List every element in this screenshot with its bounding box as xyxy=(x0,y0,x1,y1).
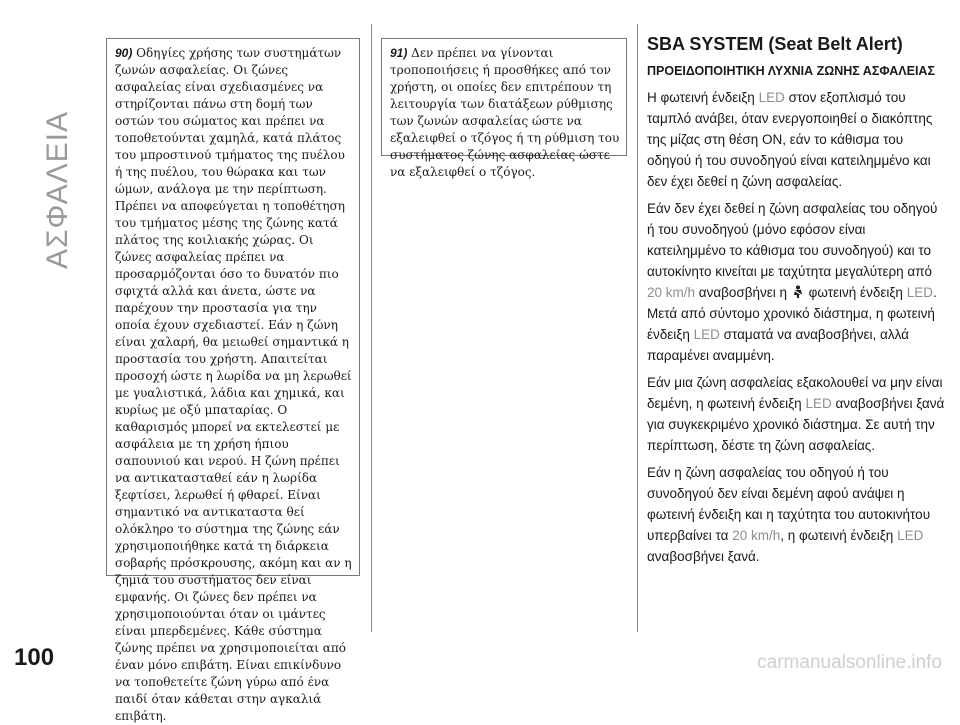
note-90-text: Οδηγίες χρήσης των συστημάτων ζωνών ασφαλείας. Οι ζώνες ασφαλείας είναι σχεδιασμένες να στηρίζονται πάνω στη δομή των οστών του σώματος και πρέπει να τοποθετούνται χαμηλά, κατά πλάτος του μπροστινού τμήματος της πυέλου ή της πυέλου, του θώρακα και των ώμων, ανάλογα με την περίπτωση. Πρέπει να αποφεύγεται η τοποθέτηση του τμήματος μέσης της ζώνης κατά πλάτος της κοιλιακής χώρας. Οι ζώνες ασφαλείας πρέπει να προσαρμόζονται όσο το δυνατόν πιο σφιχτά αλλά και άνετα, ώστε να παρέχουν την προστασία για την οποία έχουν σχεδιαστεί. Εάν η ζώνη είναι χαλαρή, θα μειωθεί σημαντικά η προστασία του χρήστη. Απαιτείται προσοχή ώστε η λωρίδα να μη λερωθεί με γυαλιστικά, λάδια και χημικά, και κυρίως με οξύ μπαταρίας. Ο καθαρισμός μπορεί να εκτελεστεί με ασφάλεια με τη χρήση ήπιου σαπουνιού και νερού. Η ζώνη πρέπει να αντικατασταθεί εάν η λωρίδα ξεφτίσει, λερωθεί ή φθαρεί. Είναι σημαντικό να αντικαταστα θεί ολόκληρο το σύστημα της ζώνης εάν χρησιμοποιήθηκε κατά τη διάρκεια σοβαρής πρόσκρουσης, ακόμη και αν η ζημιά του συστήματος δεν είναι εμφανής. Οι ζώνες δεν πρέπει να χρησιμοποιούνται όταν οι ιμάντες είναι μπερδεμένες. Κάθε σύστημα ζώνης πρέπει να χρησιμοποιείται από έναν μόνο επιβάτη. Είναι επικίνδυνο να τοποθετείτε ζώνη γύρω από ένα παιδί όταν κάθεται στην αγκαλιά επιβάτη. xyxy=(115,46,352,723)
paragraph-3 xyxy=(647,372,947,456)
watermark: carmanualsonline.info xyxy=(757,652,942,673)
p2-blinks: αναβοσβήνει η xyxy=(698,285,788,300)
led-label: LED xyxy=(906,285,933,300)
note-90-box xyxy=(106,38,360,723)
p4-middle: , η φωτεινή ένδειξη xyxy=(780,528,894,543)
note-91-box xyxy=(381,38,627,179)
p4-end: αναβοσβήνει ξανά. xyxy=(647,549,760,564)
p3-start: Εάν μια ζώνη ασφαλείας εξακολουθεί να μην είναι δεμένη, η φωτεινή ένδειξη xyxy=(647,375,943,411)
p1-start: Η φωτεινή ένδειξη xyxy=(647,90,755,105)
note-90 xyxy=(115,45,353,725)
speed-value: 20 km/h xyxy=(732,528,781,543)
led-label: LED xyxy=(897,528,924,543)
subsection-title: ΠΡΟΕΙΔΟΠΟΙΗΤΙΚΗ ΛΥΧΝΙΑ ΖΩΝΗΣ ΑΣΦΑΛΕΙΑΣ xyxy=(647,64,935,78)
led-label: LED xyxy=(805,396,832,411)
page-number: 100 xyxy=(14,644,55,671)
p1-end: στον εξοπλισμό του ταμπλό ανάβει, όταν ενεργοποιηθεί ο διακόπτης της μίζας στη θέση ON, εάν το κάθισμα του οδηγού ή του συνοδηγού είναι κατειλημμένο και δεν έχει δεθεί η ζώνη ασφαλείας. xyxy=(647,90,933,189)
section-title: SBA SYSTEM (Seat Belt Alert) xyxy=(647,34,903,54)
p2-start: Εάν δεν έχει δεθεί η ζώνη ασφαλείας του οδηγού ή του συνοδηγού (μόνο εφόσον είναι κατειλημμένο το κάθισμα του συνοδηγού) και το αυτοκίνητο κινείται με ταχύτητα μεγαλύτερη από xyxy=(647,201,938,279)
note-91-number: 91) xyxy=(390,46,408,60)
note-90-number: 90) xyxy=(115,46,133,60)
sba-section xyxy=(647,34,947,573)
paragraph-2 xyxy=(647,198,947,366)
p2-middle: . Μετά από σύντομο χρονικό διάστημα, η φωτεινή ένδειξη xyxy=(647,285,937,342)
p2-indicator: φωτεινή ένδειξη xyxy=(808,285,903,300)
column-divider xyxy=(371,24,372,632)
led-label: LED xyxy=(693,327,720,342)
paragraph-4 xyxy=(647,462,947,567)
section-label-text: ΑΣΦΑΛΕΙΑ xyxy=(41,110,74,270)
p3-end: αναβοσβήνει ξανά για συγκεκριμένο χρονικό διάστημα. Σε αυτή την περίπτωση, δέστε τη ζώνη ασφαλείας. xyxy=(647,396,945,453)
section-label xyxy=(28,110,88,270)
p2-end: σταματά να αναβοσβήνει, αλλά παραμένει αναμμένη. xyxy=(647,327,909,363)
seat-belt-warning-icon xyxy=(791,285,805,299)
p4-start: Εάν η ζώνη ασφαλείας του οδηγού ή του συνοδηγού δεν είναι δεμένη αφού ανάψει η φωτεινή ένδειξη και η ταχύτητα του αυτοκινήτου υπερβαίνει τα xyxy=(647,465,931,543)
paragraph-1 xyxy=(647,87,947,192)
note-91-text: Δεν πρέπει να γίνονται τροποποιήσεις ή προσθήκες από τον χρήστη, οι οποίες δεν επιτρέπουν τη λειτουργία των διατάξεων ρύθμισης των ζωνών ασφαλείας ώστε να εξαλειφθεί ο τζόγος ή τη ρύθμιση του συστήματος ζώνης ασφαλείας ώστε να εξαλειφθεί ο τζόγος. xyxy=(390,46,620,179)
note-91 xyxy=(390,45,620,181)
led-label: LED xyxy=(758,90,785,105)
speed-value: 20 km/h xyxy=(647,285,696,300)
column-divider xyxy=(637,24,638,632)
